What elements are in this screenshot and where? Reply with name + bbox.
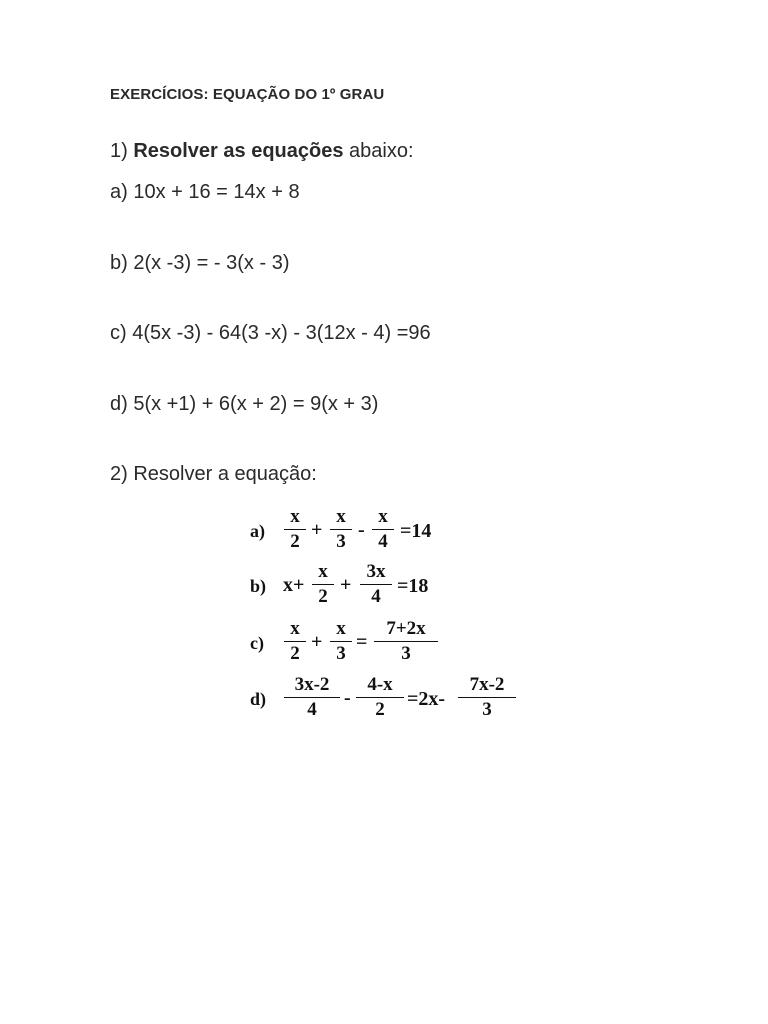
question-1-prefix: 1) [110,140,134,162]
denominator: 4 [371,586,381,607]
denominator: 4 [307,699,317,720]
denominator: 3 [482,699,492,720]
equation-2b-lead: x+ [283,574,305,596]
question-1-suffix: abaixo: [343,140,414,162]
numerator: 7x-2 [469,674,505,695]
numerator: 3x [366,561,386,582]
equation-2a-rhs: =14 [400,520,432,542]
operator: + [311,519,323,541]
equation-1b: b) 2(x -3) = - 3(x - 3) [110,252,290,274]
equation-2b-rhs: =18 [397,575,429,597]
numerator: x [336,506,346,527]
operator: + [311,631,323,653]
fraction [372,506,394,553]
equation-2d-label: d) [250,689,267,709]
numerator: x [336,618,346,639]
operator: - [344,687,351,709]
page-title: EXERCÍCIOS: EQUAÇÃO DO 1º GRAU [110,86,385,103]
fraction [458,674,516,721]
fraction [356,674,404,721]
fraction [360,561,392,608]
operator: + [340,574,352,596]
equation-1a: a) 10x + 16 = 14x + 8 [110,181,300,203]
numerator: 4-x [367,674,393,695]
equation-1c: c) 4(5x -3) - 64(3 -x) - 3(12x - 4) =96 [110,322,431,344]
question-2-heading: 2) Resolver a equação: [110,463,317,485]
equals-sign: = [356,631,368,653]
numerator: 7+2x [386,618,426,639]
fraction [284,674,340,721]
fraction [374,618,438,665]
denominator: 2 [375,699,385,720]
question-1-heading [110,140,414,163]
numerator: x [290,506,300,527]
fraction [330,618,352,665]
numerator: x [378,506,388,527]
numerator: x [318,561,328,582]
fraction [312,561,334,608]
fraction [330,506,352,553]
fraction [284,506,306,553]
numerator: 3x-2 [294,674,330,695]
equation-1d: d) 5(x +1) + 6(x + 2) = 9(x + 3) [110,393,379,415]
fraction [284,618,306,665]
equation-2c-label: c) [250,633,264,653]
denominator: 2 [290,531,300,552]
denominator: 2 [318,586,328,607]
numerator: x [290,618,300,639]
question-1-bold: Resolver as equações [133,140,344,162]
denominator: 4 [378,531,388,552]
denominator: 2 [290,643,300,664]
denominator: 3 [336,643,346,664]
equation-2b-label: b) [250,576,267,596]
denominator: 3 [336,531,346,552]
equation-2d-mid: =2x- [407,688,446,710]
denominator: 3 [401,643,411,664]
equation-2a-label: a) [250,521,265,541]
operator: - [358,519,365,541]
